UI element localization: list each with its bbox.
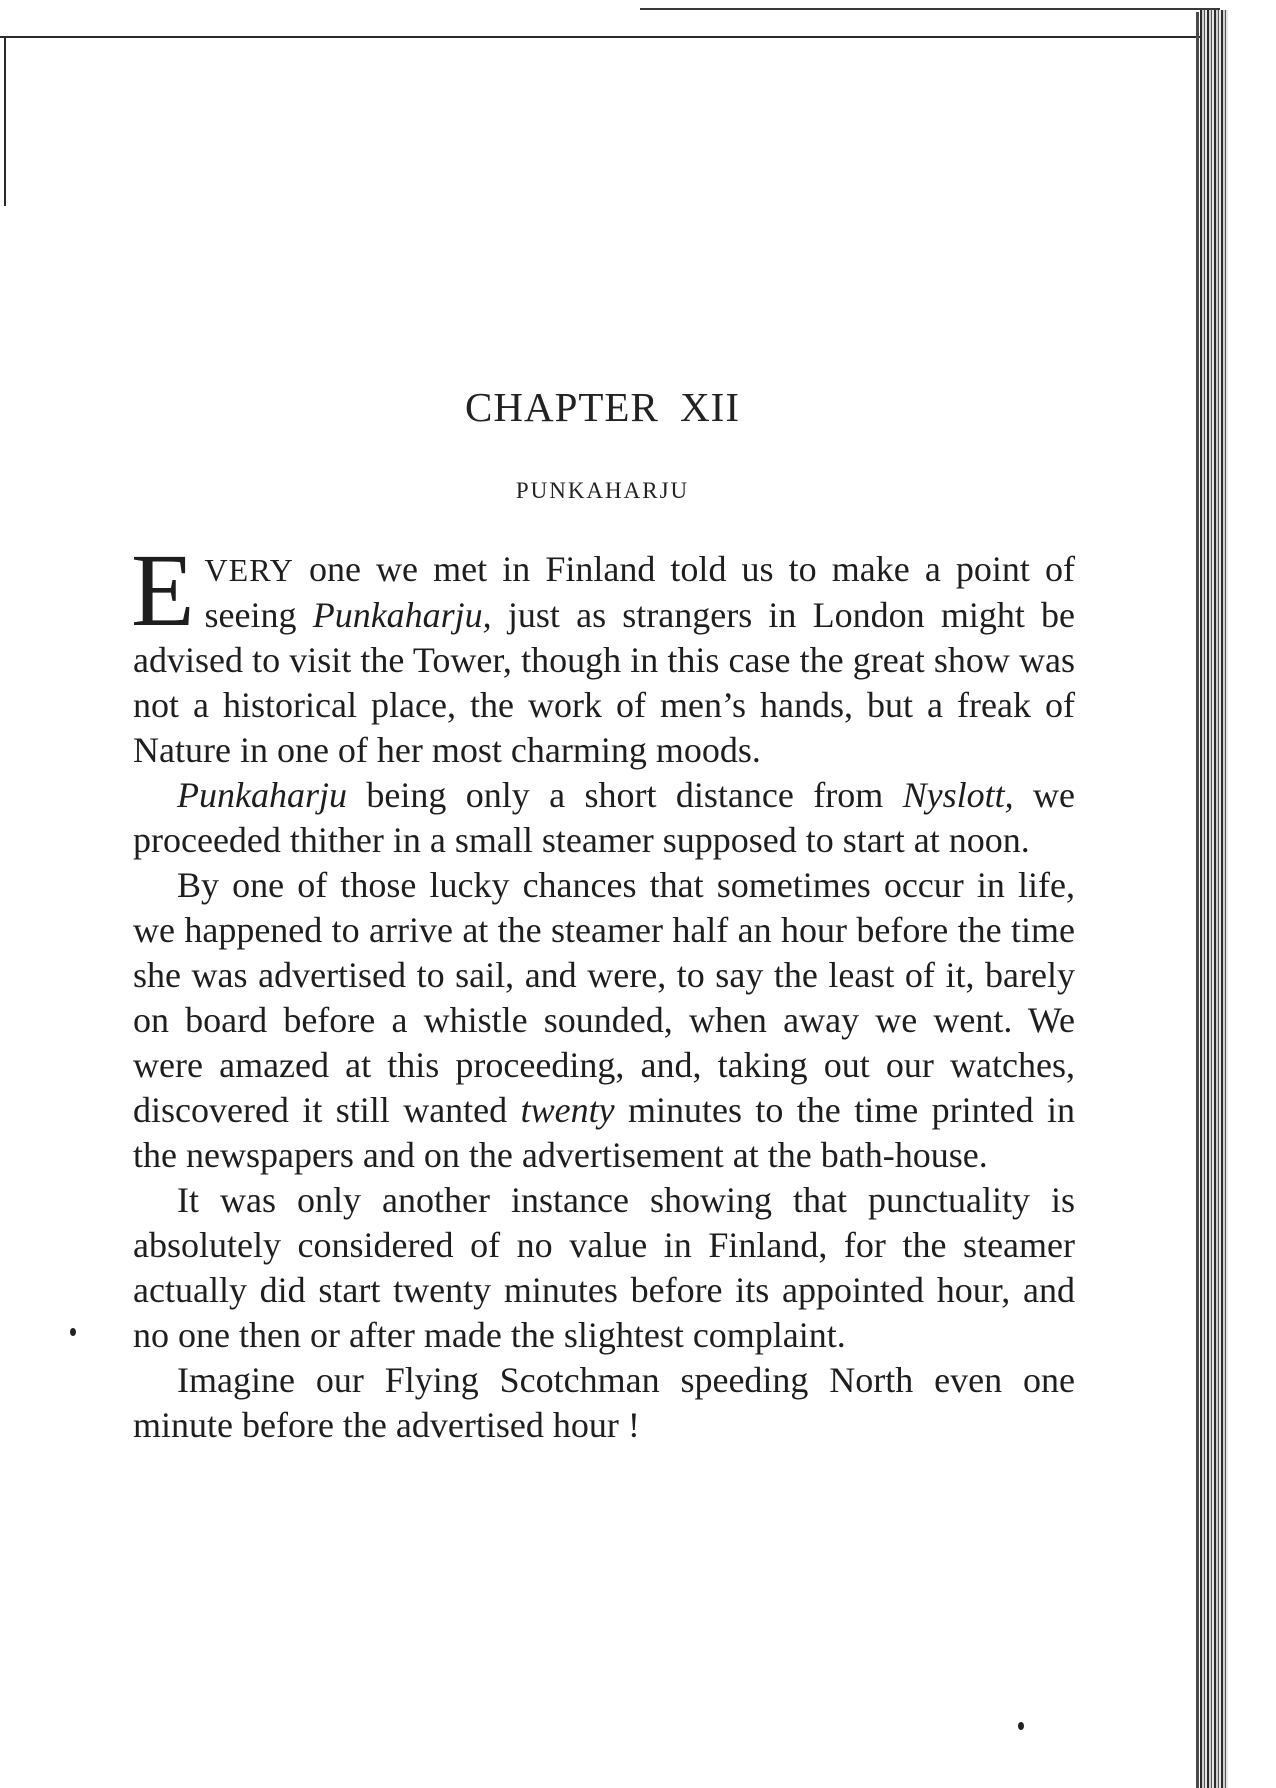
text-run: being only a short distance from <box>346 775 903 815</box>
text-run: we proceeded thither in a small steamer supposed to start at noon. <box>133 775 1075 860</box>
paragraph <box>131 533 1076 773</box>
text-run: Imagine our Flying Scotchman speeding North even one minute before the advertised hour ! <box>133 1360 1075 1445</box>
book-spine-edge <box>1196 12 1199 1788</box>
italic-run: Punkaharju, <box>312 595 492 635</box>
text-run: By one of those lucky chances that sometimes occur in life, we happened to arrive at the steamer half an hour before the time she was advertised to sail, and were, to say the least of it, barely on board before a whistle sounded, when away we went. We were amazed at this proceeding, and, taking out our watches, discovered it still wanted <box>133 865 1075 1130</box>
text-run: It was only another instance showing that punctuality is absolutely considered of no value in Finland, for the steamer actually did start twenty minutes before its appointed hour, and no one then or after made the slightest complaint. <box>133 1180 1075 1355</box>
italic-run: Nyslott, <box>902 775 1014 815</box>
chapter-subtitle: PUNKAHARJU <box>515 478 690 503</box>
italic-run: twenty <box>520 1090 615 1130</box>
drop-cap: E <box>131 533 195 648</box>
text-run: minutes to the time printed in the newspapers and on the advertisement at the bath-house. <box>133 1090 1075 1175</box>
paragraph <box>133 863 1075 1178</box>
page-border-top <box>0 36 1205 38</box>
paragraph <box>133 773 1075 863</box>
page-border-left <box>4 36 6 206</box>
paragraph <box>133 1358 1075 1448</box>
chapter-title: CHAPTER XII <box>465 384 740 430</box>
ink-speck <box>70 1328 76 1336</box>
paragraph <box>133 1178 1075 1358</box>
lead-in: VERY <box>204 552 294 588</box>
italic-run: Punkaharju <box>177 775 347 815</box>
text-run: one we met in Finland told us to make a point of seeing <box>204 549 1075 635</box>
page-edge-top <box>640 8 1220 10</box>
book-spine <box>1200 10 1228 1788</box>
text-run: just as strangers in London might be advised to visit the Tower, though in this case the great show was not a historical place, the work of men’s hands, but a freak of Nature in one of her most charming moods. <box>133 595 1076 770</box>
body-text <box>131 533 1076 1448</box>
ink-speck <box>1018 1722 1024 1730</box>
